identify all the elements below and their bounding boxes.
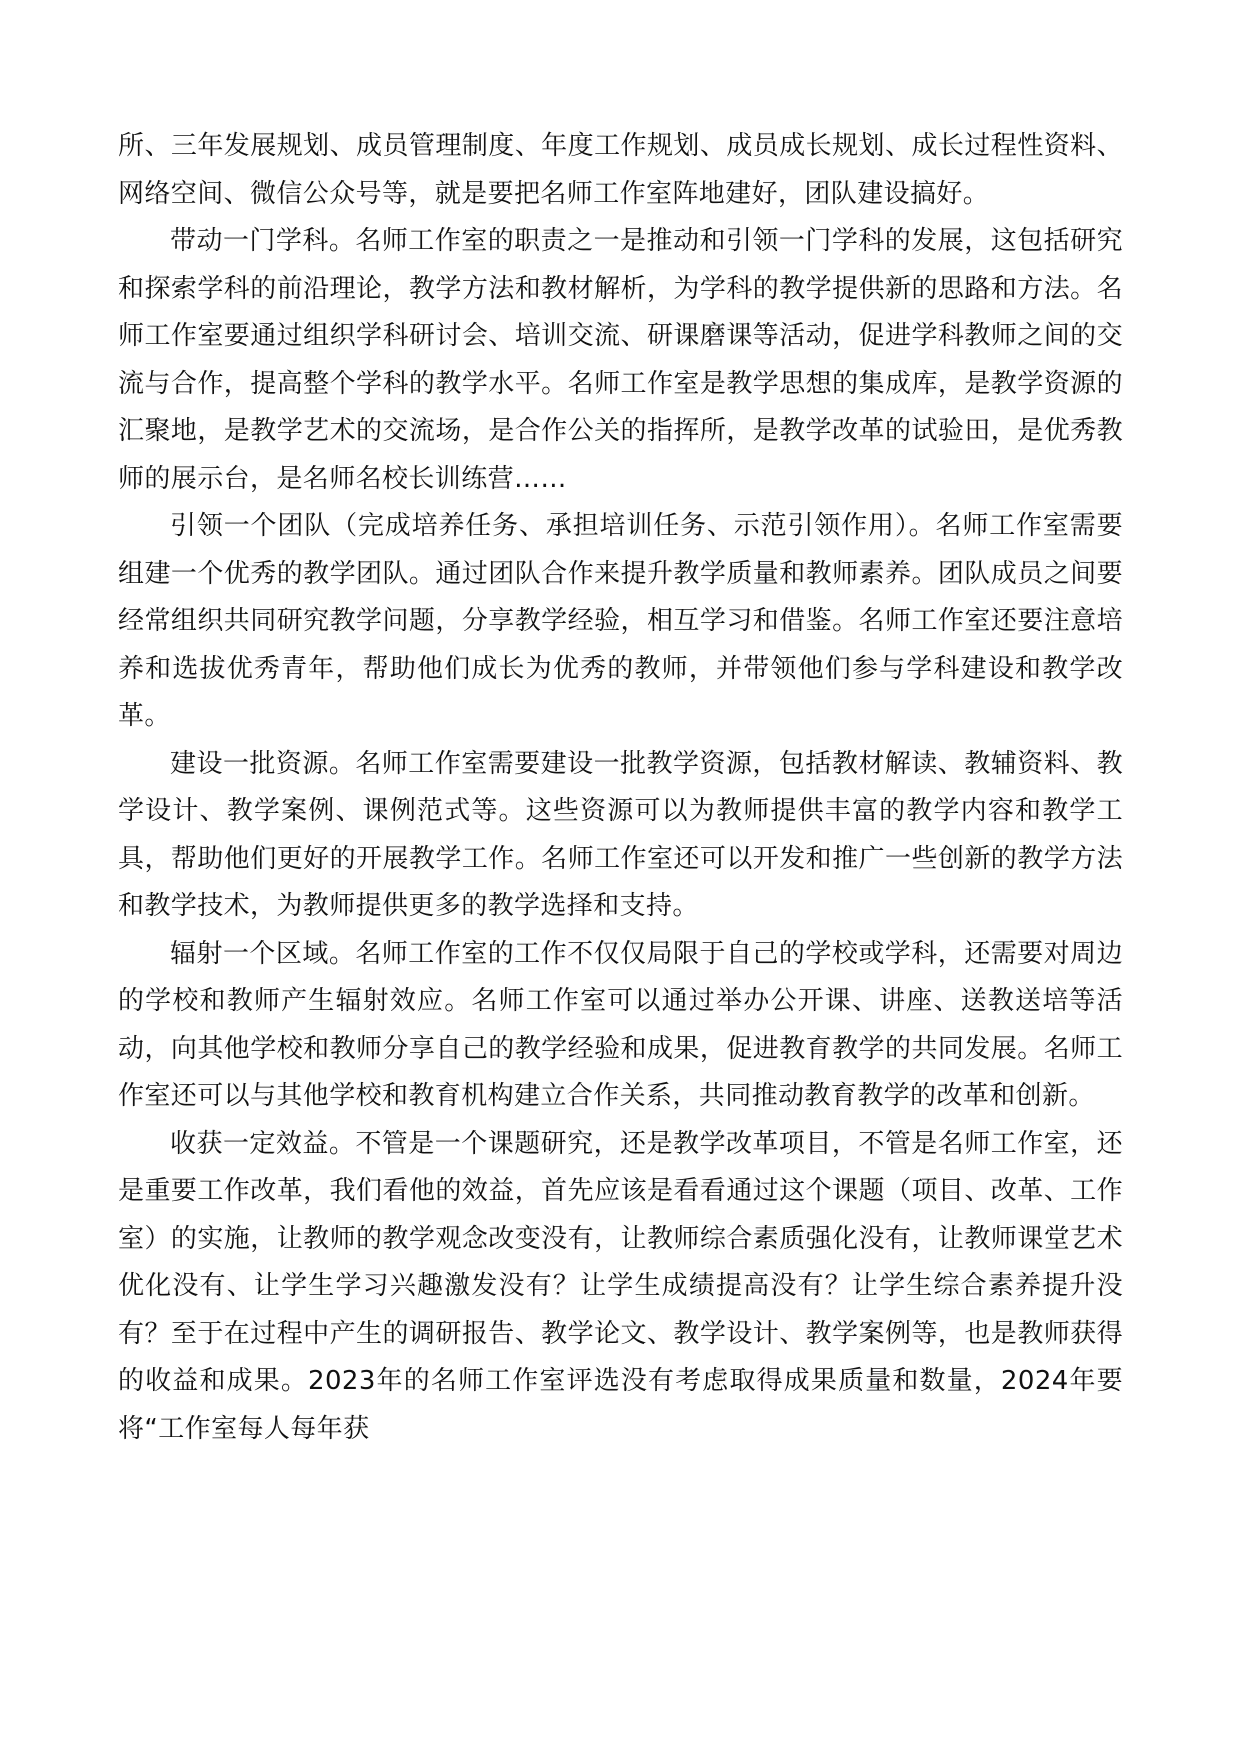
document-body (118, 123, 1123, 1453)
paragraph-4: 建设一批资源。名师工作室需要建设一批教学资源，包括教材解读、教辅资料、教学设计、教学案例、课例范式等。这些资源可以为教师提供丰富的教学内容和教学工具，帮助他们更好的开展教学工作。名师工作室还可以开发和推广一些创新的教学方法和教学技术，为教师提供更多的教学选择和支持。 (118, 748, 1123, 921)
paragraph-1: 所、三年发展规划、成员管理制度、年度工作规划、成员成长规划、成长过程性资料、网络空间、微信公众号等，就是要把名师工作室阵地建好，团队建设搞好。 (118, 131, 1123, 209)
paragraph-6: 收获一定效益。不管是一个课题研究，还是教学改革项目，不管是名师工作室，还是重要工作改革，我们看他的效益，首先应该是看看通过这个课题（项目、改革、工作室）的实施，让教师的教学观念改变没有，让教师综合素质强化没有，让教师课堂艺术优化没有、让学生学习兴趣激发没有？让学生成绩提高没有？让学生综合素养提升没有？至于在过程中产生的调研报告、教学论文、教学设计、教学案例等，也是教师获得的收益和成果。2023年的名师工作室评选没有考虑取得成果质量和数量，2024年要将“工作室每人每年获 (118, 1128, 1123, 1444)
paragraph-5: 辐射一个区域。名师工作室的工作不仅仅局限于自己的学校或学科，还需要对周边的学校和教师产生辐射效应。名师工作室可以通过举办公开课、讲座、送教送培等活动，向其他学校和教师分享自己的教学经验和成果，促进教育教学的共同发展。名师工作室还可以与其他学校和教育机构建立合作关系，共同推动教育教学的改革和创新。 (118, 938, 1123, 1111)
paragraph-2: 带动一门学科。名师工作室的职责之一是推动和引领一门学科的发展，这包括研究和探索学科的前沿理论，教学方法和教材解析，为学科的教学提供新的思路和方法。名师工作室要通过组织学科研讨会、培训交流、研课磨课等活动，促进学科教师之间的交流与合作，提高整个学科的教学水平。名师工作室是教学思想的集成库，是教学资源的汇聚地，是教学艺术的交流场，是合作公关的指挥所，是教学改革的试验田，是优秀教师的展示台，是名师名校长训练营…… (118, 226, 1123, 494)
paragraph-3: 引领一个团队（完成培养任务、承担培训任务、示范引领作用）。名师工作室需要组建一个优秀的教学团队。通过团队合作来提升教学质量和教师素养。团队成员之间要经常组织共同研究教学问题，分享教学经验，相互学习和借鉴。名师工作室还要注意培养和选拔优秀青年，帮助他们成长为优秀的教师，并带领他们参与学科建设和教学改革。 (118, 511, 1123, 731)
